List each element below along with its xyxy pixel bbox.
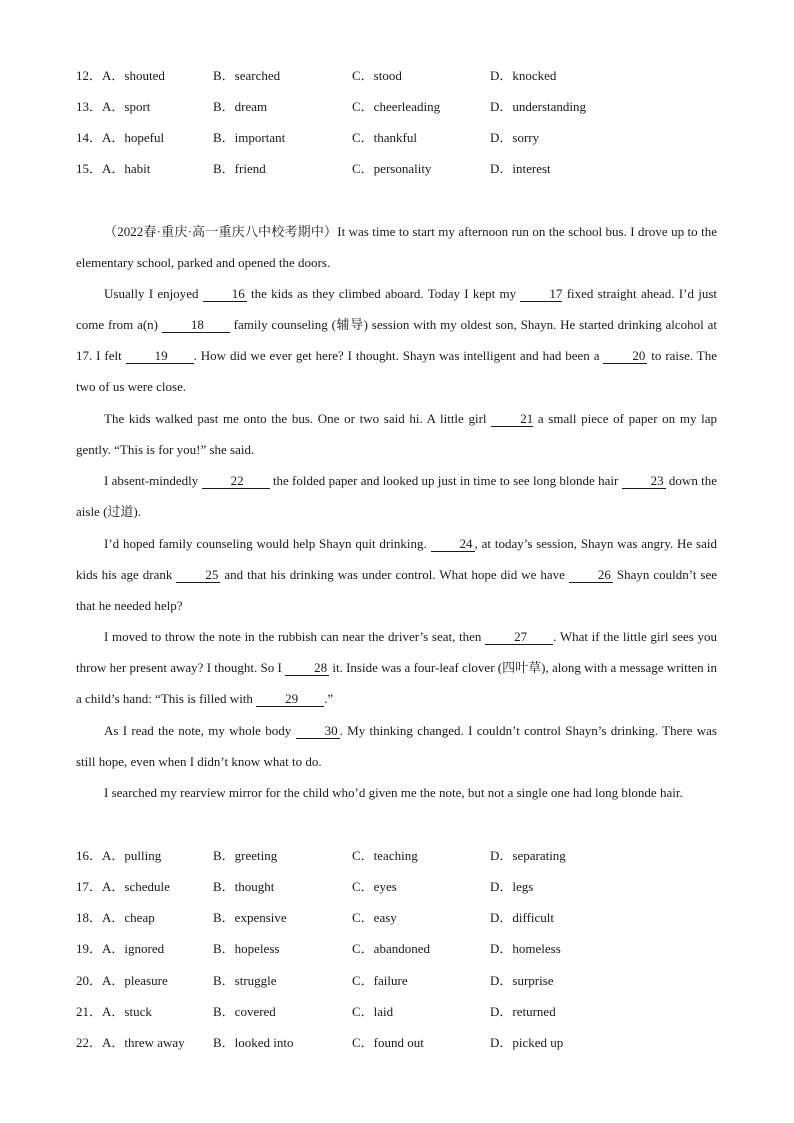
text: down the aisle (过道). (76, 473, 717, 519)
text: the kids as they climbed aboard. Today I kept my (246, 286, 521, 301)
passage-paragraph-7 (76, 715, 717, 777)
blank-19: 19 (126, 348, 194, 364)
option-c: C．abandoned (352, 941, 430, 956)
option-row-19 (76, 940, 561, 958)
text: to raise. The two of us were close. (76, 348, 717, 394)
text: . What if the little girl sees you throw her present away? I thought. So I (76, 629, 717, 675)
option-a: A．stuck (102, 1004, 152, 1019)
question-number: 22． (76, 1035, 103, 1050)
option-b: B．struggle (213, 973, 277, 988)
option-c: C．thankful (352, 130, 417, 145)
text: , at today’s session, Shayn was angry. He said kids his age drank (76, 536, 717, 582)
option-c: C．stood (352, 68, 402, 83)
option-row-21 (76, 1003, 556, 1021)
question-number: 13． (76, 99, 103, 114)
option-c: C．teaching (352, 848, 418, 863)
text: I moved to throw the note in the rubbish can near the driver’s seat, then (104, 629, 486, 644)
option-row-12 (76, 67, 557, 85)
option-a: A．threw away (102, 1035, 185, 1050)
text: Shayn couldn’t see that he needed help? (76, 567, 718, 613)
question-number: 16． (76, 848, 103, 863)
option-row-17 (76, 878, 534, 896)
option-d: D．knocked (490, 68, 557, 83)
text: . My thinking changed. I couldn’t control Shayn’s drinking. There was still hope, even when I didn’t know what to do. (76, 723, 717, 769)
blank-24: 24 (431, 536, 475, 552)
option-c: C．cheerleading (352, 99, 441, 114)
option-b: B．covered (213, 1004, 276, 1019)
question-number: 12． (76, 68, 103, 83)
text: a small piece of paper on my lap gently. “This is for you!” she said. (76, 411, 717, 457)
question-number: 15． (76, 161, 103, 176)
option-d: D．legs (490, 879, 534, 894)
text: family counseling (辅导) session with my oldest son, Shayn. He started drinking alcohol at 17. I felt (76, 317, 717, 363)
text: I searched my rearview mirror for the child who’d given me the note, but not a single one had long blonde hair. (104, 785, 683, 800)
option-c: C．failure (352, 973, 408, 988)
option-row-18 (76, 909, 555, 927)
question-number: 20． (76, 973, 103, 988)
blank-28: 28 (285, 660, 329, 676)
option-c: C．eyes (352, 879, 397, 894)
blank-22: 22 (202, 473, 270, 489)
blank-20: 20 (603, 348, 647, 364)
text: .” (324, 691, 334, 706)
option-a: A．shouted (102, 68, 165, 83)
option-b: B．hopeless (213, 941, 280, 956)
question-number: 14． (76, 130, 103, 145)
option-d: D．homeless (490, 941, 561, 956)
option-d: D．understanding (490, 99, 587, 114)
question-number: 18． (76, 910, 103, 925)
blank-18: 18 (162, 317, 230, 333)
option-b: B．looked into (213, 1035, 294, 1050)
question-number: 17． (76, 879, 103, 894)
option-d: D．returned (490, 1004, 556, 1019)
text: Usually I enjoyed (104, 286, 203, 301)
text: The kids walked past me onto the bus. One or two said hi. A little girl (104, 411, 492, 426)
text: it. Inside was a four-leaf clover (四叶草), along with a message written in a child’s hand: “This is filled with (76, 660, 717, 706)
passage-paragraph-3 (76, 403, 717, 465)
option-row-22 (76, 1034, 564, 1052)
blank-25: 25 (176, 567, 220, 583)
option-row-14 (76, 129, 540, 147)
passage-paragraph-5 (76, 528, 717, 621)
option-row-15 (76, 160, 551, 178)
option-d: D．separating (490, 848, 566, 863)
option-d: D．picked up (490, 1035, 564, 1050)
blank-27: 27 (485, 629, 553, 645)
option-a: A．pulling (102, 848, 162, 863)
option-c: C．found out (352, 1035, 424, 1050)
option-d: D．sorry (490, 130, 540, 145)
question-number: 19． (76, 941, 103, 956)
option-a: A．pleasure (102, 973, 168, 988)
paragraph-text: It was time to start my afternoon run on the school bus. I drove up to the elementary school, parked and opened the doors. (76, 224, 717, 270)
blank-21: 21 (491, 411, 533, 427)
option-a: A．hopeful (102, 130, 165, 145)
option-c: C．personality (352, 161, 432, 176)
blank-16: 16 (203, 286, 247, 302)
passage-paragraph-2 (76, 278, 717, 402)
text: As I read the note, my whole body (104, 723, 296, 738)
option-row-20 (76, 972, 554, 990)
option-a: A．habit (102, 161, 151, 176)
option-a: A．schedule (102, 879, 170, 894)
blank-17: 17 (520, 286, 562, 302)
passage-paragraph-6 (76, 621, 717, 714)
option-b: B．friend (213, 161, 266, 176)
passage-paragraph-4 (76, 465, 717, 527)
passage-paragraph-8 (76, 777, 717, 808)
option-a: A．sport (102, 99, 151, 114)
option-row-13 (76, 98, 587, 116)
blank-26: 26 (569, 567, 613, 583)
text: I’d hoped family counseling would help Shayn quit drinking. (104, 536, 431, 551)
text: I absent-mindedly (104, 473, 202, 488)
blank-29: 29 (256, 691, 324, 707)
text: . How did we ever get here? I thought. Shayn was intelligent and had been a (193, 348, 604, 363)
option-c: C．easy (352, 910, 397, 925)
text: and that his drinking was under control. What hope did we have (220, 567, 569, 582)
option-b: B．searched (213, 68, 281, 83)
option-a: A．cheap (102, 910, 155, 925)
blank-30: 30 (296, 723, 340, 739)
option-row-16 (76, 847, 566, 865)
option-b: B．expensive (213, 910, 287, 925)
option-b: B．thought (213, 879, 275, 894)
passage-paragraph-1 (76, 216, 717, 278)
option-c: C．laid (352, 1004, 394, 1019)
option-b: B．important (213, 130, 286, 145)
question-number: 21． (76, 1004, 103, 1019)
option-b: B．greeting (213, 848, 278, 863)
source-label: （2022春·重庆·高一重庆八中校考期中） (104, 224, 338, 239)
text: fixed straight ahead. I’d just come from a(n) (76, 286, 717, 332)
blank-23: 23 (622, 473, 666, 489)
option-a: A．ignored (102, 941, 165, 956)
option-d: D．surprise (490, 973, 554, 988)
option-d: D．interest (490, 161, 551, 176)
option-d: D．difficult (490, 910, 555, 925)
option-b: B．dream (213, 99, 268, 114)
text: the folded paper and looked up just in time to see long blonde hair (269, 473, 622, 488)
